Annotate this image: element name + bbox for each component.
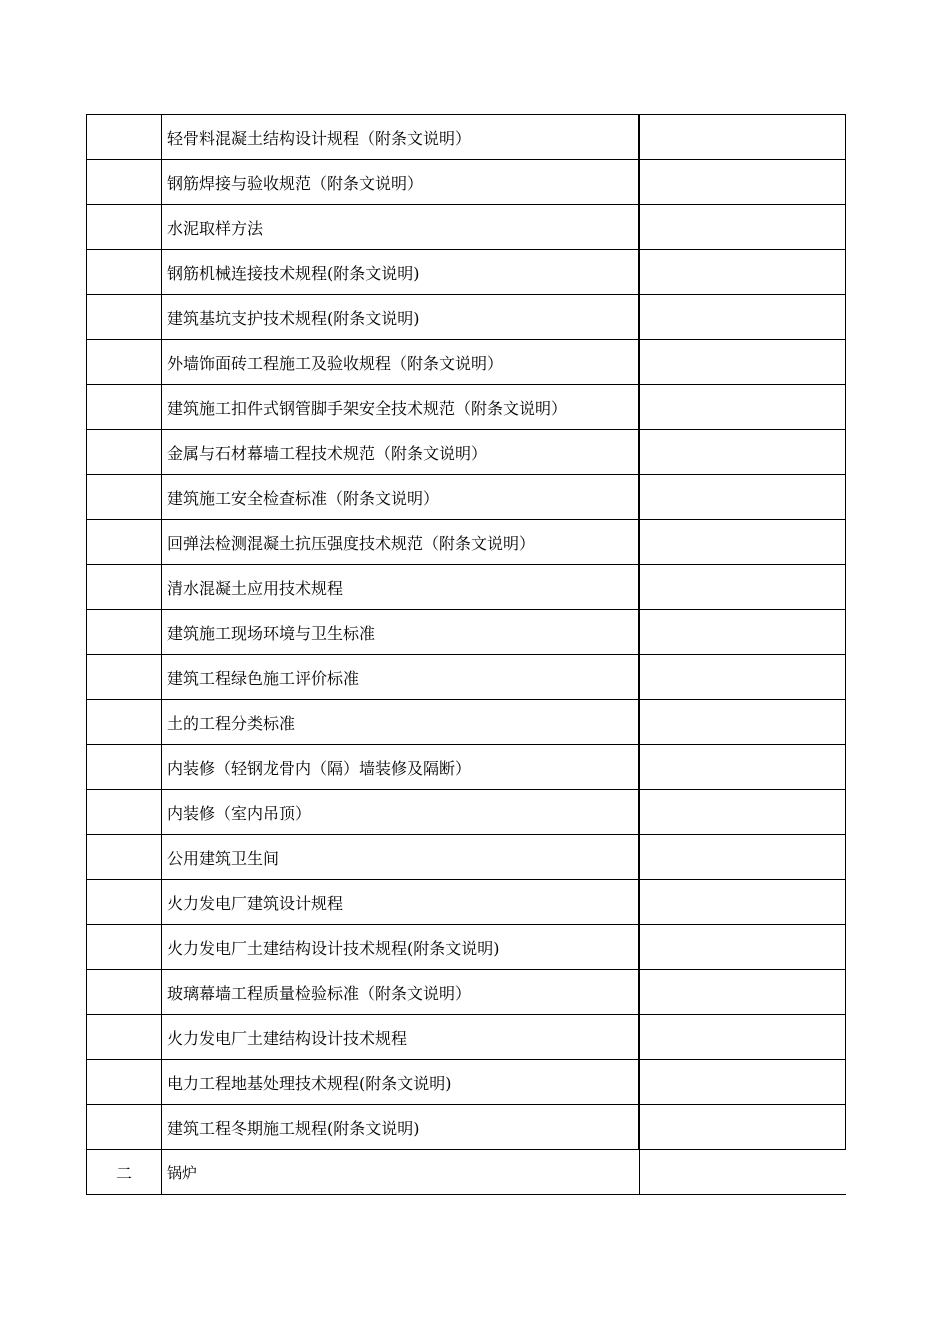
standards-table-body <box>87 115 846 1195</box>
table-row <box>87 205 846 250</box>
remark-cell <box>639 700 846 745</box>
table-row <box>87 835 846 880</box>
table-row <box>87 970 846 1015</box>
row-number-cell <box>87 565 162 610</box>
table-row <box>87 1015 846 1060</box>
remark-cell <box>639 835 846 880</box>
table-row <box>87 1060 846 1105</box>
section-number-cell: 二 <box>87 1150 162 1195</box>
standard-name-cell: 清水混凝土应用技术规程 <box>162 565 640 610</box>
standard-name-cell: 水泥取样方法 <box>162 205 640 250</box>
remark-cell <box>639 340 846 385</box>
standard-name-cell: 金属与石材幕墙工程技术规范（附条文说明） <box>162 430 640 475</box>
row-number-cell <box>87 925 162 970</box>
table-row <box>87 1105 846 1150</box>
standard-name-cell: 火力发电厂土建结构设计技术规程 <box>162 1015 640 1060</box>
remark-cell <box>639 655 846 700</box>
remark-cell <box>639 385 846 430</box>
row-number-cell <box>87 700 162 745</box>
remark-cell <box>639 250 846 295</box>
standard-name-cell: 轻骨料混凝土结构设计规程（附条文说明） <box>162 115 640 160</box>
section-title-cell: 锅炉 <box>162 1150 640 1195</box>
row-number-cell <box>87 880 162 925</box>
remark-cell <box>639 970 846 1015</box>
table-row <box>87 430 846 475</box>
remark-cell <box>639 880 846 925</box>
row-number-cell <box>87 970 162 1015</box>
standard-name-cell: 外墙饰面砖工程施工及验收规程（附条文说明） <box>162 340 640 385</box>
row-number-cell <box>87 385 162 430</box>
standard-name-cell: 建筑基坑支护技术规程(附条文说明) <box>162 295 640 340</box>
table-row <box>87 880 846 925</box>
remark-cell <box>639 790 846 835</box>
remark-cell <box>639 1105 846 1150</box>
table-row <box>87 160 846 205</box>
table-row <box>87 115 846 160</box>
table-row <box>87 385 846 430</box>
standard-name-cell: 土的工程分类标准 <box>162 700 640 745</box>
remark-cell <box>639 430 846 475</box>
remark-cell <box>639 610 846 655</box>
row-number-cell <box>87 655 162 700</box>
row-number-cell <box>87 610 162 655</box>
standard-name-cell: 火力发电厂建筑设计规程 <box>162 880 640 925</box>
table-row <box>87 700 846 745</box>
table-row <box>87 475 846 520</box>
remark-cell <box>639 205 846 250</box>
row-number-cell <box>87 295 162 340</box>
standard-name-cell: 内装修（室内吊顶） <box>162 790 640 835</box>
row-number-cell <box>87 430 162 475</box>
section-row <box>87 1150 846 1195</box>
table-row <box>87 520 846 565</box>
row-number-cell <box>87 1105 162 1150</box>
row-number-cell <box>87 475 162 520</box>
remark-cell <box>639 475 846 520</box>
remark-cell <box>639 1060 846 1105</box>
standard-name-cell: 公用建筑卫生间 <box>162 835 640 880</box>
row-number-cell <box>87 745 162 790</box>
remark-cell <box>639 745 846 790</box>
standard-name-cell: 钢筋焊接与验收规范（附条文说明） <box>162 160 640 205</box>
standard-name-cell: 回弹法检测混凝土抗压强度技术规范（附条文说明） <box>162 520 640 565</box>
standard-name-cell: 建筑施工安全检查标准（附条文说明） <box>162 475 640 520</box>
standards-table <box>86 114 846 1195</box>
table-row <box>87 250 846 295</box>
remark-cell <box>639 160 846 205</box>
table-row <box>87 925 846 970</box>
row-number-cell <box>87 1060 162 1105</box>
row-number-cell <box>87 250 162 295</box>
standard-name-cell: 建筑施工现场环境与卫生标准 <box>162 610 640 655</box>
table-row <box>87 745 846 790</box>
table-row <box>87 340 846 385</box>
remark-cell <box>639 295 846 340</box>
remark-cell <box>639 1015 846 1060</box>
row-number-cell <box>87 160 162 205</box>
remark-cell <box>639 115 846 160</box>
standard-name-cell: 建筑工程绿色施工评价标准 <box>162 655 640 700</box>
section-remark-cell <box>639 1150 846 1195</box>
row-number-cell <box>87 520 162 565</box>
remark-cell <box>639 520 846 565</box>
standard-name-cell: 钢筋机械连接技术规程(附条文说明) <box>162 250 640 295</box>
standard-name-cell: 建筑工程冬期施工规程(附条文说明) <box>162 1105 640 1150</box>
row-number-cell <box>87 205 162 250</box>
table-row <box>87 655 846 700</box>
standard-name-cell: 内装修（轻钢龙骨内（隔）墙装修及隔断） <box>162 745 640 790</box>
standard-name-cell: 建筑施工扣件式钢管脚手架安全技术规范（附条文说明） <box>162 385 640 430</box>
table-row <box>87 295 846 340</box>
table-row <box>87 790 846 835</box>
remark-cell <box>639 565 846 610</box>
standard-name-cell: 玻璃幕墙工程质量检验标准（附条文说明） <box>162 970 640 1015</box>
standard-name-cell: 火力发电厂土建结构设计技术规程(附条文说明) <box>162 925 640 970</box>
row-number-cell <box>87 790 162 835</box>
standard-name-cell: 电力工程地基处理技术规程(附条文说明) <box>162 1060 640 1105</box>
row-number-cell <box>87 835 162 880</box>
table-row <box>87 565 846 610</box>
table-row <box>87 610 846 655</box>
remark-cell <box>639 925 846 970</box>
row-number-cell <box>87 340 162 385</box>
row-number-cell <box>87 1015 162 1060</box>
row-number-cell <box>87 115 162 160</box>
